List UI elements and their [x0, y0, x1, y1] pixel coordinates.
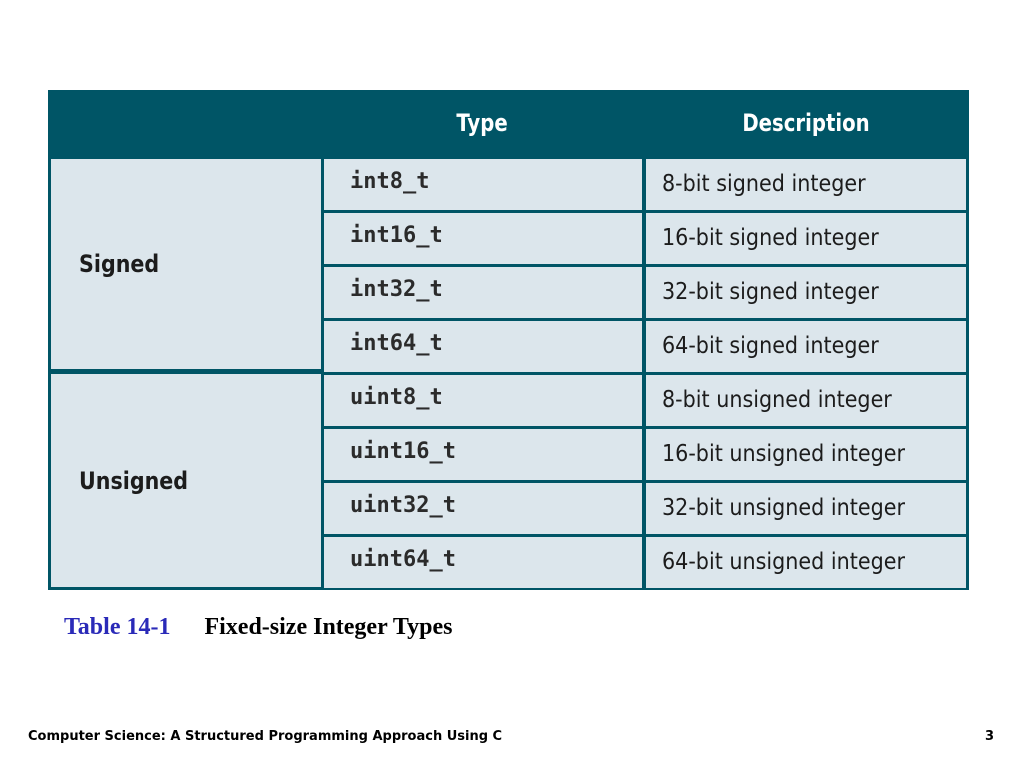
- type-cell: int16_t: [324, 213, 642, 264]
- group-signed-label: Signed: [79, 250, 160, 278]
- type-cell: int32_t: [324, 267, 642, 318]
- type-cell: uint64_t: [324, 537, 642, 588]
- description-cell: 64-bit signed integer: [646, 321, 966, 372]
- table-caption: [64, 614, 452, 641]
- description-cell: 16-bit signed integer: [646, 213, 966, 264]
- description-cell: 32-bit unsigned integer: [646, 483, 966, 534]
- type-cell: uint16_t: [324, 429, 642, 480]
- footer-book-title: Computer Science: A Structured Programming Approach Using C: [28, 729, 503, 744]
- header-description: Description: [742, 109, 870, 137]
- page-number: 3: [984, 729, 994, 744]
- caption-title: Fixed-size Integer Types: [204, 614, 453, 640]
- header-type: Type: [456, 109, 508, 137]
- group-unsigned: [51, 374, 321, 587]
- type-cell: uint32_t: [324, 483, 642, 534]
- description-cell: 32-bit signed integer: [646, 267, 966, 318]
- description-cell: 8-bit unsigned integer: [646, 375, 966, 426]
- integer-types-table: [48, 90, 969, 590]
- type-cell: uint8_t: [324, 375, 642, 426]
- group-signed: [51, 159, 321, 369]
- description-cell: 8-bit signed integer: [646, 159, 966, 210]
- description-cell: 64-bit unsigned integer: [646, 537, 966, 588]
- caption-number: Table 14-1: [64, 614, 171, 640]
- description-cell: 16-bit unsigned integer: [646, 429, 966, 480]
- type-cell: int64_t: [324, 321, 642, 372]
- type-cell: int8_t: [324, 159, 642, 210]
- group-unsigned-label: Unsigned: [79, 466, 189, 495]
